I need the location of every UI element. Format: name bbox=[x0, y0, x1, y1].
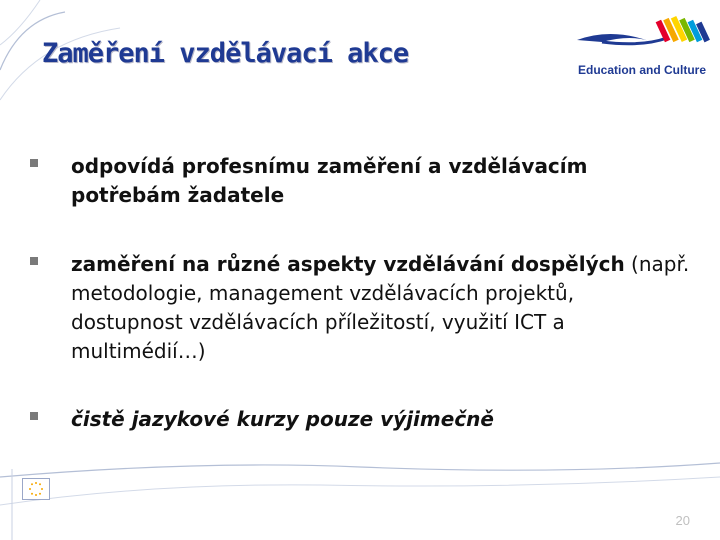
page-number: 20 bbox=[675, 513, 690, 528]
square-bullet-icon bbox=[30, 412, 38, 420]
square-bullet-icon bbox=[30, 257, 38, 265]
bullet-text-bold: odpovídá profesnímu zaměření a vzdělávacím potřebám žadatele bbox=[71, 154, 588, 207]
logo-text: Education and Culture bbox=[578, 63, 707, 77]
colour-stripes-icon bbox=[656, 16, 710, 42]
square-bullet-icon bbox=[30, 159, 38, 167]
bullet-text-bold: zaměření na různé aspekty vzdělávání dospělých bbox=[71, 252, 625, 276]
bullet-text: (např. metodologie, management vzdělávacích projektů, dostupnost vzdělávacích příležitostí, využití ICT a multimédií…) bbox=[71, 252, 690, 363]
bottom-decorative-curves bbox=[0, 455, 720, 540]
eu-flag-icon bbox=[22, 478, 50, 500]
slide-title: Zaměření vzdělávací akce bbox=[42, 38, 409, 69]
bullet-text-bold: čistě jazykové kurzy pouze výjimečně bbox=[71, 407, 494, 431]
